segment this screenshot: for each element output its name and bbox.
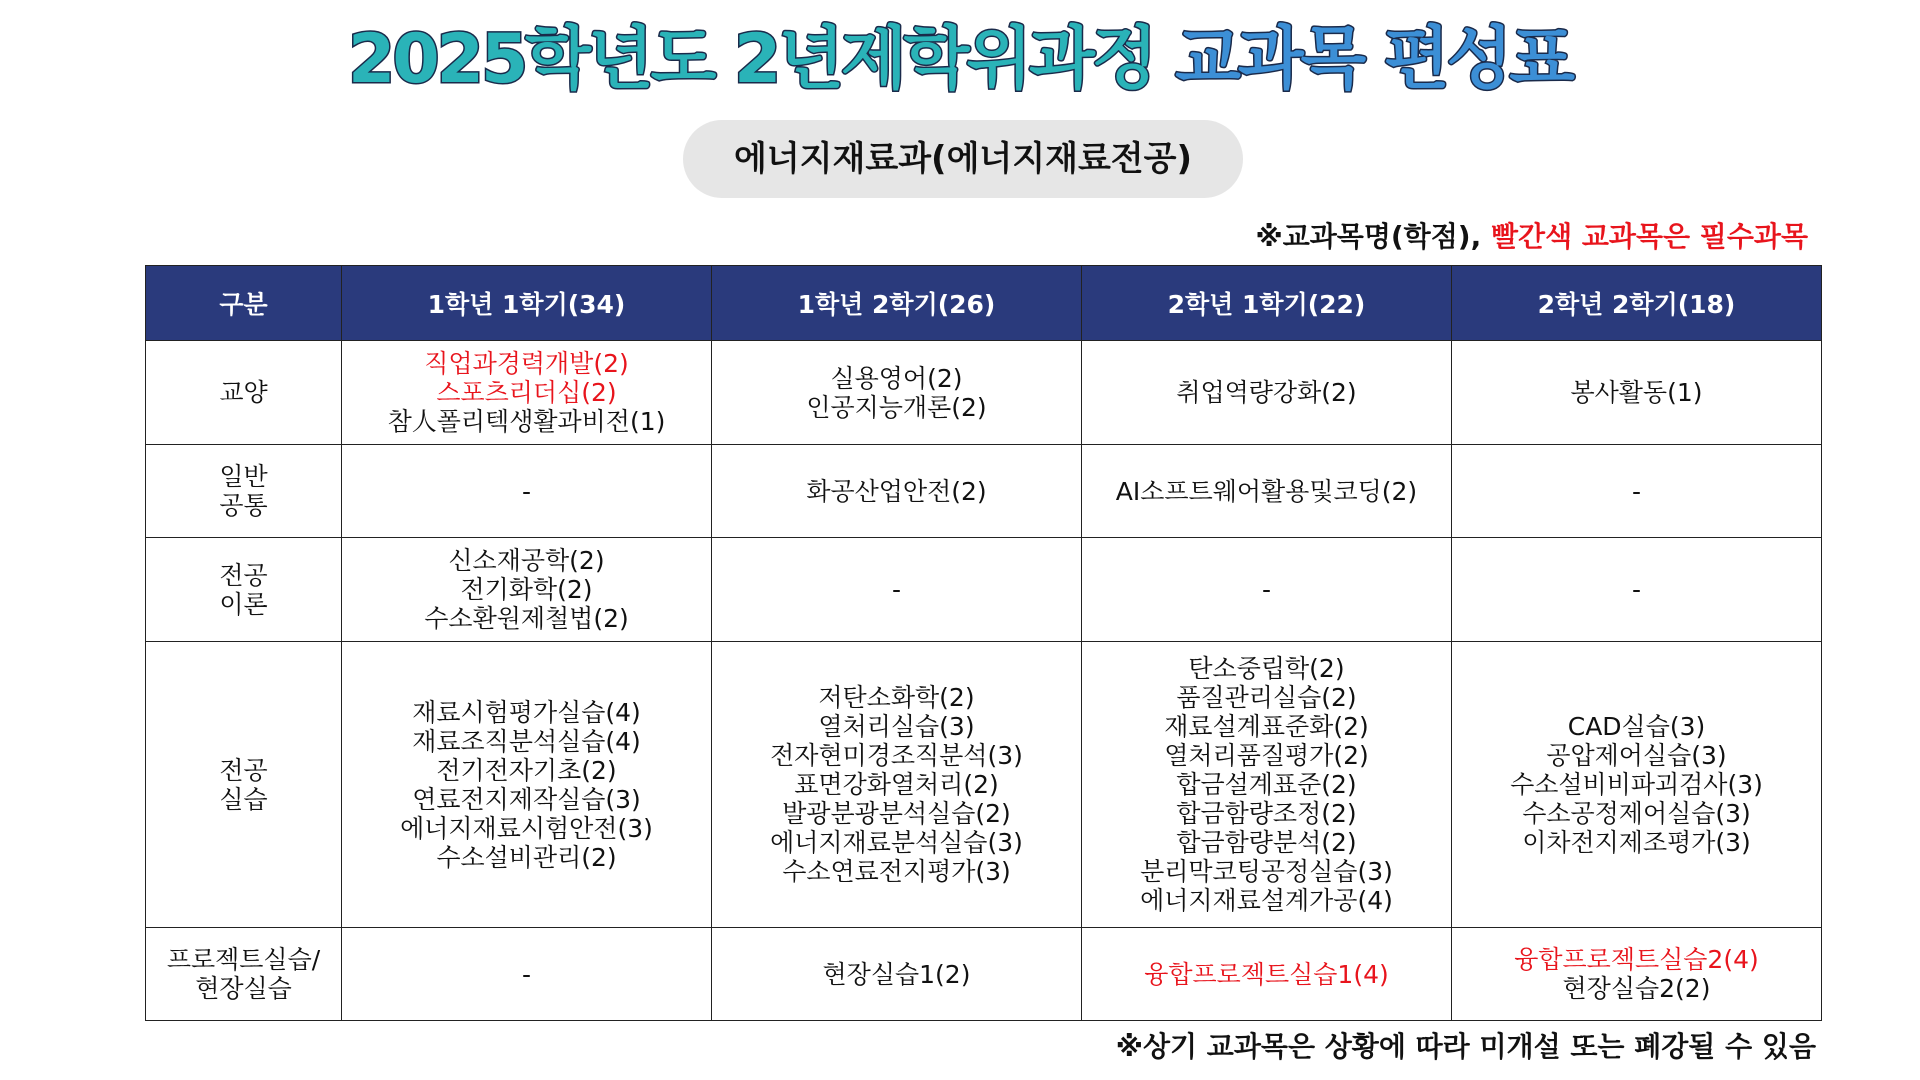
course-item: - [1631, 575, 1642, 604]
course-item: 신소재공학(2) [448, 546, 605, 575]
semester-cell [342, 642, 712, 928]
course-item: 화공산업안전(2) [806, 476, 987, 506]
semester-cell [1452, 341, 1822, 445]
legend-note-required: 빨간색 교과목은 필수과목 [1490, 220, 1808, 253]
course-item: 품질관리실습(2) [1176, 683, 1357, 712]
course-item: 열처리실습(3) [818, 712, 975, 741]
semester-cell [712, 538, 1082, 642]
semester-cell [1082, 538, 1452, 642]
semester-cell [712, 445, 1082, 538]
category-cell [146, 928, 342, 1021]
category-cell [146, 642, 342, 928]
course-item: 현장실습1(2) [822, 959, 971, 989]
course-item: - [521, 476, 532, 506]
course-item: 봉사활동(1) [1570, 378, 1703, 407]
course-item: AI소프트웨어활용및코딩(2) [1115, 476, 1418, 506]
semester-cell [1082, 341, 1452, 445]
semester-cell [1082, 642, 1452, 928]
course-item: - [521, 959, 532, 989]
course-item: 합금설계표준(2) [1176, 770, 1357, 799]
course-item: 현장실습2(2) [1562, 974, 1711, 1003]
course-item: - [891, 575, 902, 604]
category-label: 교양 [219, 378, 268, 407]
semester-cell [712, 928, 1082, 1021]
category-label: 현장실습 [195, 974, 292, 1003]
course-item: 이차전지제조평가(3) [1522, 828, 1751, 857]
course-item: 열처리품질평가(2) [1164, 741, 1369, 770]
table-header-row [146, 266, 1822, 341]
disclaimer-note: ※상기 교과목은 상황에 따라 미개설 또는 폐강될 수 있음 [1115, 1030, 1816, 1063]
row-major-theory [146, 538, 1822, 642]
course-item: 탄소중립학(2) [1188, 654, 1345, 683]
category-label: 실습 [219, 784, 268, 814]
semester-cell [1452, 538, 1822, 642]
semester-cell [712, 341, 1082, 445]
course-item: 취업역량강화(2) [1176, 378, 1357, 407]
row-general-common [146, 445, 1822, 538]
department-subtitle: 에너지재료과(에너지재료전공) [683, 120, 1243, 198]
course-item: 수소설비비파괴검사(3) [1510, 770, 1763, 799]
category-cell [146, 538, 342, 642]
category-label: 공통 [219, 491, 268, 520]
course-item: 저탄소화학(2) [818, 683, 975, 712]
semester-cell [712, 642, 1082, 928]
semester-cell [1452, 445, 1822, 538]
course-item: 재료시험평가실습(4) [412, 697, 641, 727]
category-label: 이론 [219, 589, 268, 619]
header-y1-s2: 1학년 2학기(26) [712, 266, 1082, 341]
title-part1: 2025학년도 2년제학위과정 [348, 20, 1155, 99]
course-item: 참人폴리텍생활과비전(1) [387, 407, 666, 436]
semester-cell [1082, 445, 1452, 538]
course-item: 재료조직분석실습(4) [412, 726, 641, 756]
course-item: 수소연료전지평가(3) [782, 857, 1011, 886]
row-major-practice [146, 642, 1822, 928]
table-body [146, 341, 1822, 1021]
semester-cell [1452, 642, 1822, 928]
course-item: 에너지재료설계가공(4) [1140, 886, 1393, 915]
course-item: 전기화학(2) [460, 575, 593, 604]
row-project-field [146, 928, 1822, 1021]
category-label: 전공 [219, 560, 268, 590]
category-label: 전공 [219, 755, 268, 785]
course-item: 에너지재료시험안전(3) [400, 813, 653, 843]
course-item: 에너지재료분석실습(3) [770, 828, 1023, 857]
category-cell [146, 445, 342, 538]
curriculum-table [145, 265, 1822, 1021]
required-course: 융합프로젝트실습2(4) [1514, 945, 1759, 974]
category-label: 일반 [219, 462, 268, 491]
course-item: 발광분광분석실습(2) [782, 799, 1011, 828]
semester-cell [342, 538, 712, 642]
semester-cell [342, 445, 712, 538]
title-part2: 교과목 편성표 [1175, 20, 1572, 99]
course-item: 수소공정제어실습(3) [1522, 799, 1751, 828]
required-course: 스포츠리더십(2) [436, 378, 617, 407]
semester-cell [342, 341, 712, 445]
header-y2-s1: 2학년 1학기(22) [1082, 266, 1452, 341]
row-liberal-arts [146, 341, 1822, 445]
course-item: - [1261, 575, 1272, 604]
header-y2-s2: 2학년 2학기(18) [1452, 266, 1822, 341]
category-label: 프로젝트실습/ [166, 945, 321, 974]
course-item: 공압제어실습(3) [1546, 741, 1727, 770]
course-item: 인공지능개론(2) [806, 392, 987, 422]
course-item: 분리막코팅공정실습(3) [1140, 857, 1393, 886]
course-item: 수소환원제철법(2) [424, 604, 629, 633]
course-item: 합금함량분석(2) [1176, 828, 1357, 857]
page-title [0, 18, 1920, 102]
semester-cell [1082, 928, 1452, 1021]
course-item: 수소설비관리(2) [436, 842, 617, 872]
header-y1-s1: 1학년 1학기(34) [342, 266, 712, 341]
course-item: 전기전자기초(2) [436, 755, 617, 785]
course-item: 실용영어(2) [830, 363, 963, 393]
semester-cell [342, 928, 712, 1021]
legend-note-prefix: ※교과목명(학점), [1255, 220, 1491, 253]
semester-cell [1452, 928, 1822, 1021]
header-category: 구분 [146, 266, 342, 341]
course-item: CAD실습(3) [1567, 712, 1706, 741]
required-course: 융합프로젝트실습1(4) [1144, 959, 1389, 989]
course-item: 전자현미경조직분석(3) [770, 741, 1023, 770]
course-item: 표면강화열처리(2) [794, 770, 999, 799]
required-course: 직업과경력개발(2) [424, 349, 629, 378]
category-cell [146, 341, 342, 445]
course-item: 합금함량조정(2) [1176, 799, 1357, 828]
course-item: 재료설계표준화(2) [1164, 712, 1369, 741]
legend-note [1255, 215, 1808, 255]
course-item: - [1631, 476, 1642, 506]
course-item: 연료전지제작실습(3) [412, 784, 641, 814]
